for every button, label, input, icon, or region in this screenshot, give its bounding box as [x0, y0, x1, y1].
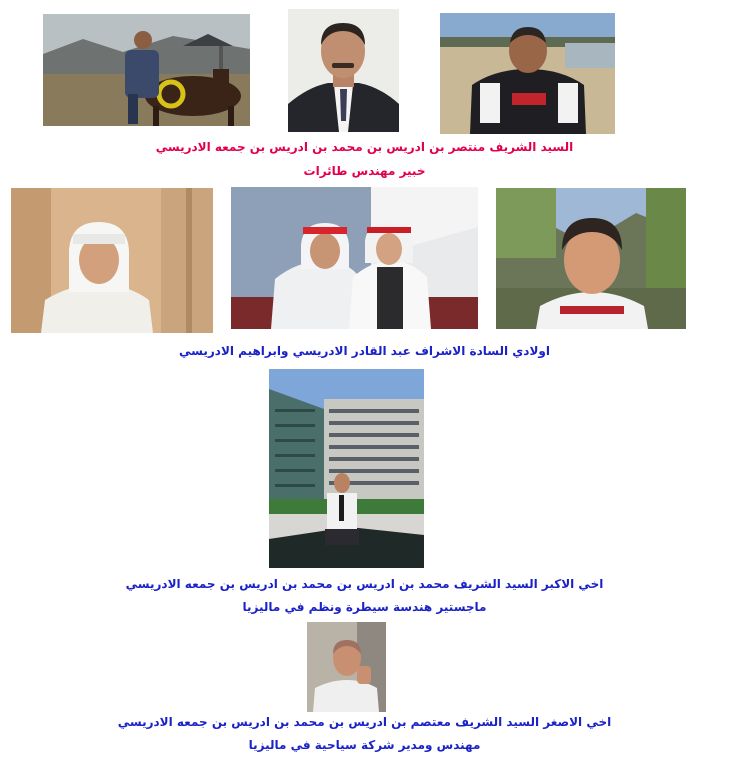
photo-elder-brother-building	[269, 369, 424, 568]
elder-brother-title-caption: ماجستير هندسة سيطرة ونظم في ماليزيا	[242, 600, 487, 614]
photo-man-outdoor-shirt	[440, 13, 615, 134]
photo-man-portrait-suit	[288, 9, 399, 132]
younger-brother-name-caption: اخي الاصغر السيد الشريف معتصم بن ادريس بن محمد بن ادريس بن جمعه الادريسي	[117, 715, 612, 729]
photo-younger-brother	[307, 622, 386, 712]
children-caption: اولادي السادة الاشراف عبد القادر الادريسي وابراهيم الادريسي	[179, 344, 550, 358]
photo-two-children	[231, 187, 478, 329]
father-name-caption: السيد الشريف منتصر بن ادريس بن محمد بن ادريس بن جمعه الادريسي	[155, 140, 574, 154]
father-title-caption: خبير مهندس طائرات	[303, 164, 426, 178]
photo-man-on-horse	[43, 14, 250, 126]
younger-brother-title-caption: مهندس ومدير شركة سياحية في ماليزيا	[248, 738, 481, 752]
photo-child-white-headdress	[11, 188, 213, 333]
photo-boy-outdoor	[496, 188, 686, 329]
elder-brother-name-caption: اخي الاكبر السيد الشريف محمد بن ادريس بن محمد بن ادريس بن جمعه الادريسي	[125, 577, 604, 591]
